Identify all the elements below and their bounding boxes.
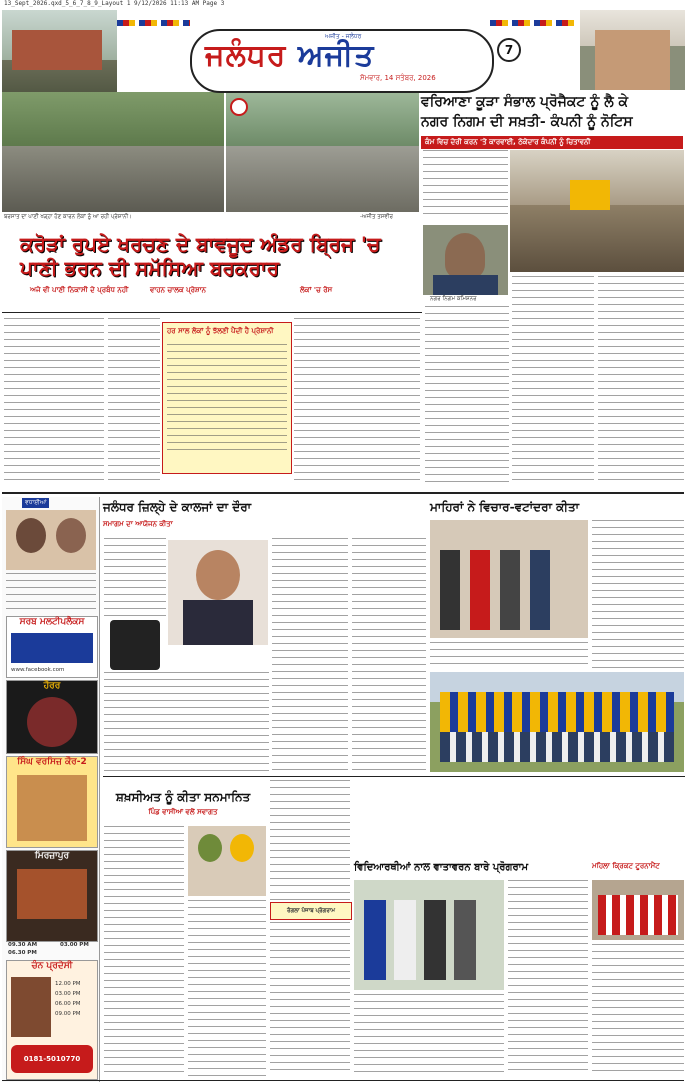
misc-tag-box <box>270 902 352 920</box>
sidebar-ad-mirzapur-title: ਮਿਰਜ਼ਾਪੁਰ <box>34 851 70 861</box>
masthead-subtitle: ਅਜੀਤ - ਜਲੰਧਰ <box>325 33 362 40</box>
top-photo-road <box>226 92 419 212</box>
mid-left-col3 <box>272 538 348 772</box>
sidebar-ad-url: www.facebook.com <box>11 667 65 673</box>
lead-story-box <box>162 322 292 474</box>
mid-right-headline: ਮਾਹਿਰਾਂ ਨੇ ਵਿਚਾਰ-ਵਟਾਂਦਰਾ ਕੀਤਾ <box>430 500 580 514</box>
mid-left-col4 <box>352 538 426 772</box>
bottom-left-col1 <box>104 826 184 1076</box>
sidebar-greeting-text <box>6 573 96 613</box>
top-photo-caption: ਬਰਸਾਤ ਦਾ ਪਾਣੀ ਖੜ੍ਹਾ ਹੋਣ ਕਾਰਨ ਲੋਕਾਂ ਨੂੰ ਆ ਰਹੀ ਪ੍ਰੇਸ਼ਾਨੀ। <box>4 214 132 220</box>
mid-left-portrait <box>168 540 268 645</box>
right-story-col1b <box>425 306 509 486</box>
right-story-portrait-caption: ਨਗਰ ਨਿਗਮ ਕਮਿਸ਼ਨਰ <box>430 296 477 302</box>
bottom-left-sub: ਪਿੰਡ ਵਾਸੀਆਂ ਵਲੋਂ ਸਵਾਗਤ <box>148 808 218 816</box>
bottom-left-photo <box>188 826 266 896</box>
sidebar-ad-singh-vs-kaur <box>6 756 98 848</box>
sidebar-showtime-3: 06.30 PM <box>8 950 37 956</box>
mid-left-logo <box>110 620 160 670</box>
page-bottom-rule <box>2 1080 684 1081</box>
bottom-left-headline: ਸ਼ਖ਼ਸੀਅਤ ਨੂੰ ਕੀਤਾ ਸਨਮਾਨਿਤ <box>115 790 251 804</box>
lead-story-col1 <box>4 318 104 486</box>
sidebar-showtime-2: 03.00 PM <box>60 942 89 948</box>
sidebar-ad-multiplex <box>6 616 98 678</box>
sidebar-showtime-1: 09.30 AM <box>8 942 38 948</box>
masthead-date: ਸੋਮਵਾਰ, 14 ਸਤੰਬਰ, 2026 <box>360 74 436 82</box>
sidebar-ad-horror <box>6 680 98 754</box>
bottom-right-photo <box>354 880 504 990</box>
lead-story-box-title: ਹਰ ਸਾਲ ਲੋਕਾਂ ਨੂੰ ਝੱਲਣੀ ਪੈਂਦੀ ਹੈ ਪ੍ਰੇਸ਼ਾਨੀ <box>167 327 274 335</box>
right-story-headline-line2: ਨਗਰ ਨਿਗਮ ਦੀ ਸਖ਼ਤੀ- ਕੰਪਨੀ ਨੂੰ ਨੋਟਿਸ <box>421 114 633 130</box>
mid-left-sub: ਸਮਾਗਮ ਦਾ ਆਯੋਜਨ ਕੀਤਾ <box>103 520 173 528</box>
sidebar-phone: 0181-5010770 <box>23 1055 81 1063</box>
bottom-right-side-head: ਮਹਿਲਾ ਕ੍ਰਿਕਟ ਟੂਰਨਾਮੈਂਟ <box>592 862 660 870</box>
lead-story-sub3: ਲੋਕਾਂ 'ਚ ਰੋਸ <box>300 286 333 294</box>
lead-story-sub1: ਅਜੇ ਵੀ ਪਾਣੀ ਨਿਕਾਸੀ ਦੇ ਪ੍ਰਬੰਧ ਨਹੀਂ <box>30 286 129 294</box>
sidebar-phone-box <box>11 1045 93 1073</box>
lead-story-col4 <box>294 318 420 486</box>
misc-tag: ਰੰਗਲਾ ਪੰਜਾਬ ਪ੍ਰੋਗਰਾਮ <box>287 908 335 914</box>
sidebar-ad-singh-title: ਸਿੰਘ ਵਰਸਿਜ਼ ਕੌਰ-2 <box>17 757 87 767</box>
sidebar-ad-chann-title: ਚੰਨ ਪ੍ਰਦੇਸੀ <box>31 961 73 971</box>
masthead-title <box>205 38 374 73</box>
bottom-center-col <box>270 780 350 900</box>
right-story-headline <box>421 92 683 132</box>
top-photo-middle <box>2 92 224 212</box>
sidebar-top-label: ਵਧਾਈਆਂ <box>22 498 49 508</box>
masthead-title-city: ਜਲੰਧਰ <box>205 38 287 73</box>
mid-left-headline: ਜਲੰਧਰ ਜ਼ਿਲ੍ਹੇ ਦੇ ਕਾਲਜਾਂ ਦਾ ਦੌਰਾ <box>103 500 252 514</box>
sidebar-ad-multiplex-title: ਸਰਬ ਮਲਟੀਪਲੈਕਸ <box>19 617 85 627</box>
bottom-right-side-photo <box>592 880 684 940</box>
top-photo-credit: -ਅਜੀਤ ਤਸਵੀਰ <box>360 214 393 220</box>
bottom-left-col2 <box>188 900 266 1076</box>
bottom-right-side-col <box>592 944 684 1076</box>
masthead-decoration-left <box>117 20 190 26</box>
mid-right-caption <box>430 642 588 666</box>
bottom-right-headline: ਵਿਦਿਆਰਥੀਆਂ ਨਾਲ ਵਾਤਾਵਰਨ ਬਾਰੇ ਪ੍ਰੋਗਰਾਮ <box>354 862 529 873</box>
sidebar-time-3: 06.00 PM <box>55 1001 81 1007</box>
sidebar-time-2: 03.00 PM <box>55 991 81 997</box>
bottom-right-col1 <box>354 994 504 1076</box>
bottom-right-col2 <box>508 880 588 1076</box>
right-story-text-col1 <box>423 150 508 218</box>
section-rule-2 <box>103 776 685 777</box>
section-rule-1 <box>2 492 684 494</box>
lead-story-sub2: ਵਾਹਨ ਚਾਲਕ ਪ੍ਰੇਸ਼ਾਨ <box>150 286 207 294</box>
lead-story-rule <box>2 312 422 313</box>
sidebar-time-1: 12.00 PM <box>55 981 81 987</box>
right-story-headline-line1: ਵਰਿਆਣਾ ਕੂੜਾ ਸੰਭਾਲ ਪ੍ਰੋਜੈਕਟ ਨੂੰ ਲੈ ਕੇ <box>421 94 629 110</box>
sidebar-greeting-photo <box>6 510 96 570</box>
masthead-title-paper: ਅਜੀਤ <box>297 38 375 73</box>
top-photo-right-building <box>580 10 685 90</box>
bottom-center-col2 <box>270 922 350 1076</box>
lead-story-col2 <box>108 318 160 486</box>
sidebar-ad-horror-title: ਹੌਰਰ <box>43 681 61 691</box>
lead-story-headline: ਕਰੋੜਾਂ ਰੁਪਏ ਖਰਚਣ ਦੇ ਬਾਵਜੂਦ ਅੰਡਰ ਬ੍ਰਿਜ 'ਚ ਪਾਣੀ ਭਰਨ ਦੀ ਸਮੱਸਿਆ ਬਰਕਰਾਰ <box>20 232 381 280</box>
mid-right-photo-1 <box>430 520 588 638</box>
right-story-photo <box>510 150 684 272</box>
right-story-portrait <box>423 225 508 295</box>
page-number: 7 <box>497 38 521 62</box>
mid-left-col1 <box>104 538 166 618</box>
right-story-subhead: ਕੰਮ ਵਿਚ ਦੇਰੀ ਕਰਨ 'ਤੇ ਕਾਰਵਾਈ, ਠੇਕੇਦਾਰ ਕੰਪਨੀ ਨੂੰ ਚਿਤਾਵਨੀ <box>421 136 683 149</box>
sidebar-ad-mirzapur <box>6 850 98 942</box>
sidebar-ad-chann-pardesi <box>6 960 98 1080</box>
right-story-col3 <box>598 276 684 486</box>
mid-right-col <box>592 520 684 670</box>
masthead-decoration-right <box>490 20 578 26</box>
mid-left-col2 <box>104 672 269 772</box>
mid-right-photo-cricket <box>430 672 684 772</box>
print-slug: 13_Sept_2026.qxd_5_6_7_8_9_Layout 1 9/12/2026 11:13 AM Page 3 <box>4 0 225 7</box>
sidebar-time-4: 09.00 PM <box>55 1011 81 1017</box>
right-story-col2 <box>512 276 594 486</box>
